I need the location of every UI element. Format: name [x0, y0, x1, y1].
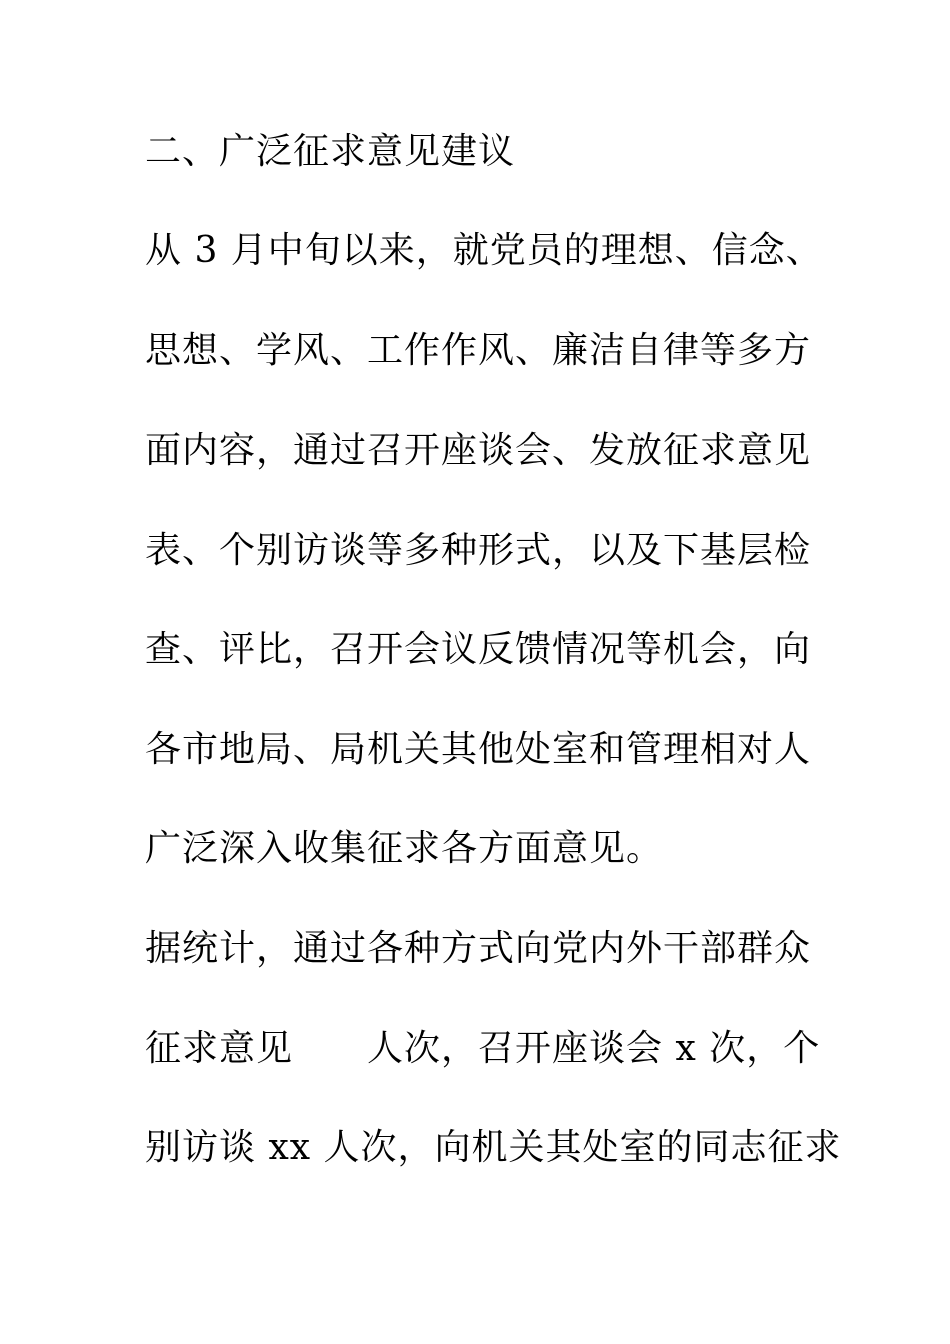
- paragraph-1-line-2: 思想、学风、工作作风、廉洁自律等多方: [145, 330, 812, 371]
- paragraph-2-line-1: 据统计，通过各种方式向党内外干部群众: [145, 928, 812, 969]
- paragraph-2-line-2: 征求意见 人次，召开座谈会 x 次，个: [145, 1028, 821, 1069]
- paragraph-1-line-6: 各市地局、局机关其他处室和管理相对人: [145, 729, 812, 770]
- paragraph-1-line-3: 面内容，通过召开座谈会、发放征求意见: [145, 430, 812, 471]
- paragraph-1-line-5: 查、评比，召开会议反馈情况等机会，向: [145, 629, 812, 670]
- paragraph-1-line-4: 表、个别访谈等多种形式，以及下基层检: [145, 530, 812, 571]
- paragraph-1-line-1: 从 3 月中旬以来，就党员的理想、信念、: [145, 230, 823, 271]
- section-heading: 二、广泛征求意见建议: [145, 131, 516, 172]
- paragraph-2-line-3: 别访谈 xx 人次，向机关其处室的同志征求: [145, 1127, 842, 1168]
- paragraph-1-line-7: 广泛深入收集征求各方面意见。: [145, 828, 664, 869]
